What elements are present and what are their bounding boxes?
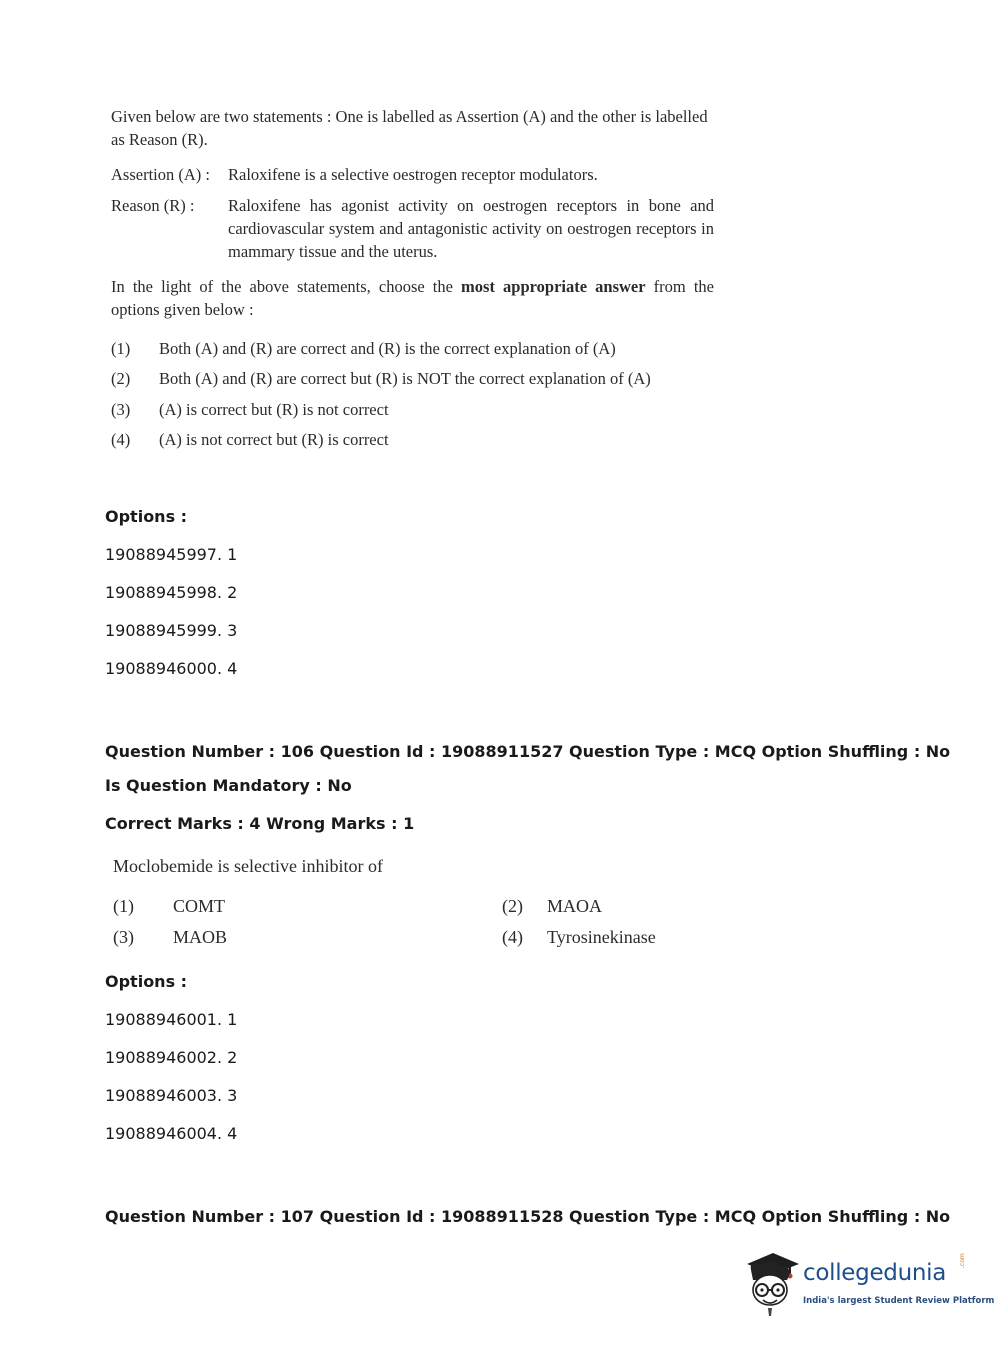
prompt-bold: most appropriate answer xyxy=(461,277,646,296)
reason-text: Raloxifene has agonist activity on oestrogen receptors in bone and cardiovascular system and antagonistic activity on oestrogen receptors in mammary tissue and the uterus. xyxy=(228,196,714,261)
choice-text: Both (A) and (R) are correct but (R) is NOT the correct explanation of (A) xyxy=(159,369,651,389)
choice-number: (1) xyxy=(111,338,131,358)
choice-number: (3) xyxy=(113,927,134,947)
option-id: 19088945998. 2 xyxy=(105,583,238,602)
choice-number: (1) xyxy=(113,896,134,916)
brand-suffix: .com xyxy=(959,1253,966,1268)
options-label: Options : xyxy=(105,972,188,991)
prompt-end: from the options given below : xyxy=(111,277,714,319)
reason-row xyxy=(111,194,714,263)
assertion-row xyxy=(111,163,714,186)
reason-label: Reason (R) : xyxy=(111,196,195,215)
question-header: Question Number : 106 Question Id : 19088911527 Question Type : MCQ Option Shuffling : No xyxy=(105,742,951,761)
question-text: Moclobemide is selective inhibitor of xyxy=(113,856,383,876)
choice-grid xyxy=(113,896,713,956)
question-intro: Given below are two statements : One is labelled as Assertion (A) and the other is labelled as Reason (R). xyxy=(111,107,708,149)
choice-text: (A) is not correct but (R) is correct xyxy=(159,430,389,450)
question-prompt xyxy=(111,275,714,321)
options-label: Options : xyxy=(105,507,188,526)
assertion-label: Assertion (A) : xyxy=(111,165,210,184)
choice-number: (4) xyxy=(111,430,131,450)
option-id: 19088946001. 1 xyxy=(105,1010,238,1029)
mandatory-line: Is Question Mandatory : No xyxy=(105,776,352,795)
mascot-icon xyxy=(741,1250,801,1320)
choice-item xyxy=(111,364,714,395)
choice-text: MAOA xyxy=(547,896,603,916)
assertion-text: Raloxifene is a selective oestrogen receptor modulators. xyxy=(228,165,598,184)
option-id: 19088945997. 1 xyxy=(105,545,238,564)
option-id: 19088946003. 3 xyxy=(105,1086,238,1105)
brand-tagline: India's largest Student Review Platform xyxy=(803,1296,995,1306)
choice-item xyxy=(111,394,714,425)
choice-number: (2) xyxy=(502,896,523,916)
choice-text: (A) is correct but (R) is not correct xyxy=(159,399,389,419)
question-105-block xyxy=(111,105,714,455)
choice-text: MAOB xyxy=(173,927,228,947)
option-id: 19088946004. 4 xyxy=(105,1124,238,1143)
choice-number: (2) xyxy=(111,369,131,389)
option-id: 19088946002. 2 xyxy=(105,1048,238,1067)
marks-line: Correct Marks : 4 Wrong Marks : 1 xyxy=(105,814,415,833)
choice-item xyxy=(111,425,714,456)
collegedunia-logo[interactable] xyxy=(741,1250,995,1320)
question-header: Question Number : 107 Question Id : 19088911528 Question Type : MCQ Option Shuffling : No xyxy=(105,1207,951,1226)
prompt-start: In the light of the above statements, choose the xyxy=(111,277,462,296)
choice-text: Tyrosinekinase xyxy=(547,927,656,947)
choice-number: (4) xyxy=(502,927,523,947)
choice-text: COMT xyxy=(173,896,226,916)
option-id: 19088945999. 3 xyxy=(105,621,238,640)
choice-text: Both (A) and (R) are correct and (R) is the correct explanation of (A) xyxy=(159,338,616,358)
choice-list xyxy=(111,333,714,455)
choice-number: (3) xyxy=(111,399,131,419)
choice-item xyxy=(111,333,714,364)
brand-name: collegedunia xyxy=(803,1260,947,1286)
option-id: 19088946000. 4 xyxy=(105,659,238,678)
